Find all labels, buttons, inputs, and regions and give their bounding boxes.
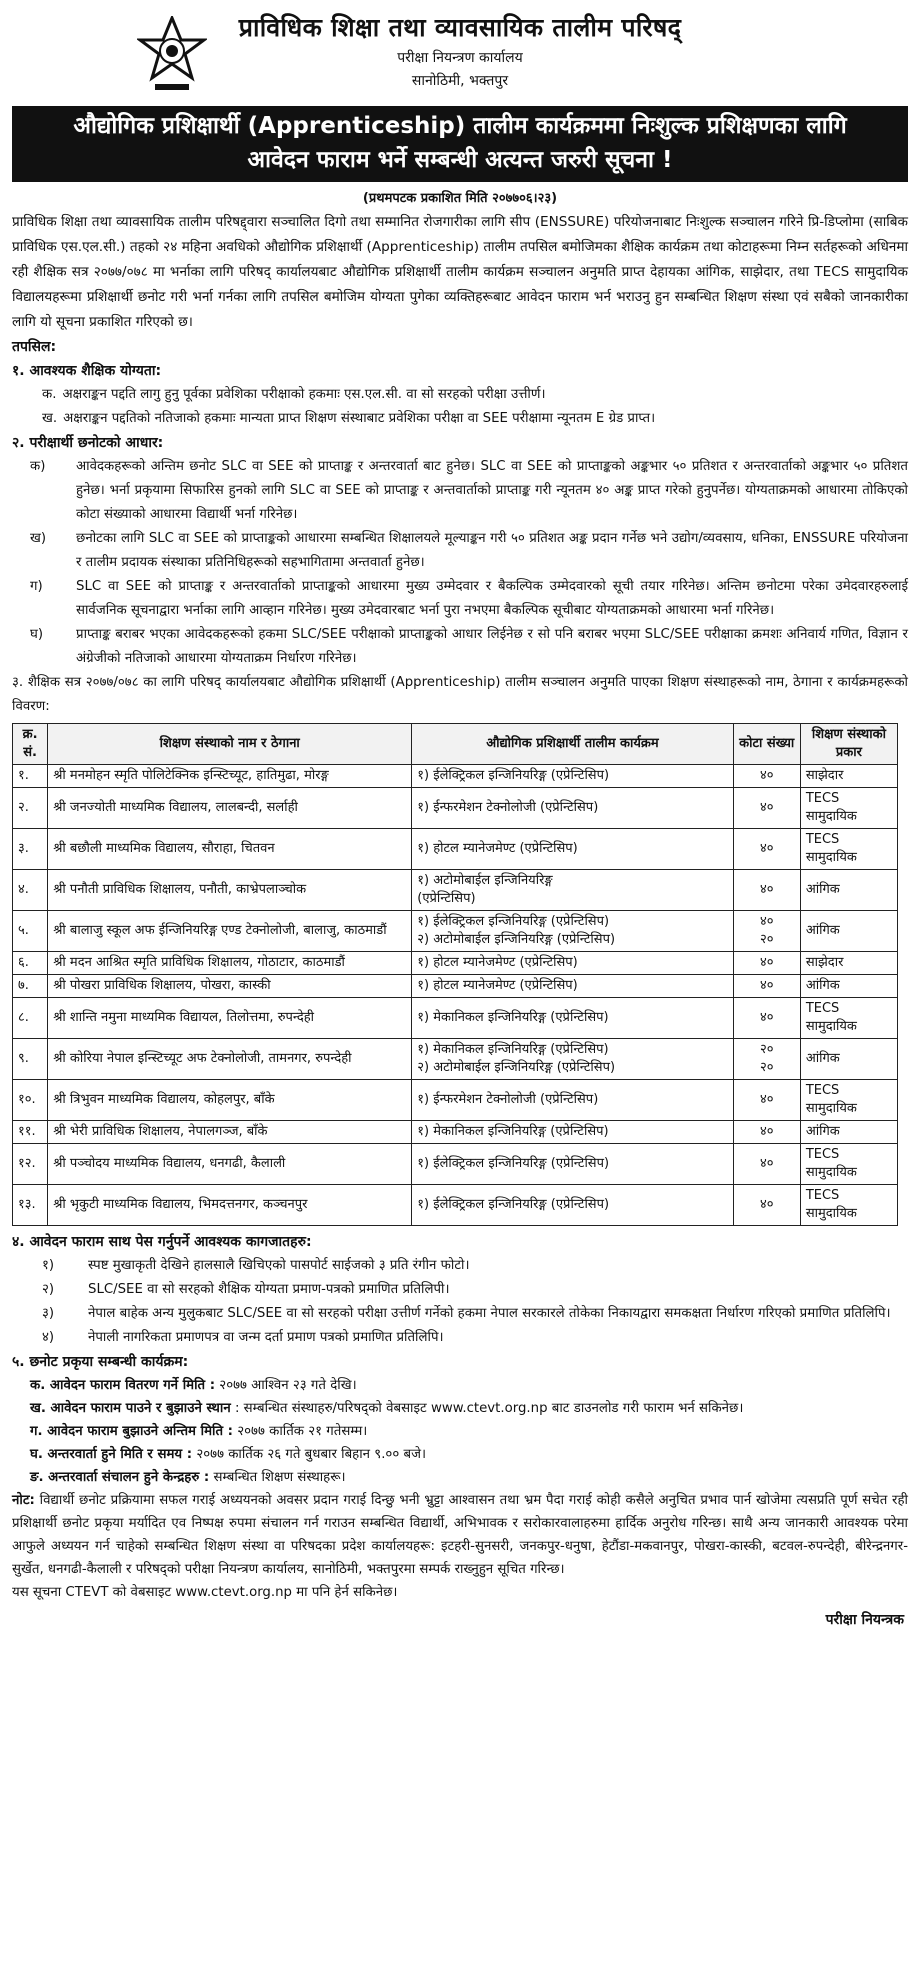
cell-name-line: श्री जनज्योती माध्यमिक विद्यालय, लालबन्दी, सर्लाही (53, 800, 298, 815)
document-item (12, 1254, 908, 1278)
cell-sn-line: ११. (18, 1124, 36, 1139)
schedule-item (12, 1374, 908, 1397)
cell-name (48, 1144, 412, 1185)
cell-sn (13, 911, 48, 952)
schedule-value: : सम्बन्धित संस्थाहरु/परिषद्को वेबसाइट www.ctevt.org.np बाट डाउनलोड गरी फाराम भर्न सकिनेछ। (230, 1401, 744, 1416)
cell-sn-line: ९. (18, 1051, 29, 1066)
cell-sn (13, 829, 48, 870)
table-row (13, 829, 898, 870)
cell-name-line: श्री भेरी प्राविधिक शिक्षालय, नेपालगञ्ज, बाँके (53, 1124, 268, 1139)
note-paragraph (12, 1489, 908, 1581)
cell-sn (13, 1080, 48, 1121)
intro-paragraph: प्राविधिक शिक्षा तथा व्यावसायिक तालीम परिषद्द्वारा सञ्चालित दिगो तथा सम्मानित रोजगारीका लागि सीप (ENSSURE) परियोजनाबाट निःशुल्क सञ्चालन गरिने प्रि-डिप्लोमा (साबिक प्राविधिक एस.एल.सी.) तहको २४ महिना अवधिको औद्योगिक प्रशिक्षार्थी (Apprenticeship) तालीम तपसिल बमोजिमका शैक्षिक कार्यक्रम तथा कोटाहरूमा निम्न सर्तहरूको अधिनमा रही शैक्षिक सत्र २०७७/०७८ मा भर्नाका लागि परिषद् कार्यालयबाट औद्योगिक प्रशिक्षार्थी तालीम कार्यक्रम सञ्चालन अनुमति प्राप्त देहायका आंगिक, साझेदार, तथा TECS सामुदायिक विद्यालयहरूमा प्रशिक्षार्थी छनोट गरी भर्ना गर्नका लागि तपसिल बमोजिम योग्यता पुगेका व्यक्तिहरूबाट आवेदन फाराम भर्न भराउनु हुन सम्बन्धित शिक्षण संस्था एवं सबैको जानकारीका लागि यो सूचना प्रकाशित गरिएको छ। (12, 214, 908, 330)
cell-type (800, 1121, 897, 1144)
cell-quota-line: ४० (759, 978, 774, 993)
cell-quota-line: ४० (759, 882, 774, 897)
cell-quota (733, 1121, 800, 1144)
cell-name (48, 975, 412, 998)
cell-name-line: श्री मदन आश्रित स्मृति प्राविधिक शिक्षालय, गोठाटार, काठमाडौं (53, 955, 345, 970)
qualification-item (12, 407, 908, 431)
cell-sn (13, 998, 48, 1039)
tapasil-heading: तपसिल: (12, 339, 57, 355)
cell-quota (733, 788, 800, 829)
cell-program (412, 1080, 733, 1121)
cell-type-line: सामुदायिक (805, 1019, 857, 1034)
cell-type-line: साझेदार (805, 955, 844, 970)
cell-program-line: १) होटल म्यानेजमेण्ट (एप्रेन्टिसिप) (417, 955, 578, 970)
th-name: शिक्षण संस्थाको नाम र ठेगाना (48, 724, 412, 765)
cell-sn (13, 765, 48, 788)
institution-table (12, 723, 898, 1226)
cell-program-line: २) अटोमोबाईल इन्जिनियरिङ्ग (एप्रेन्टिसिप) (417, 1060, 616, 1075)
cell-type-line: सामुदायिक (805, 809, 857, 824)
cell-quota (733, 870, 800, 911)
schedule-item (12, 1397, 908, 1420)
section5-list (12, 1374, 908, 1489)
cell-type (800, 1039, 897, 1080)
cell-sn-line: २. (18, 800, 29, 815)
cell-sn (13, 952, 48, 975)
cell-quota-line: २० (759, 1042, 774, 1057)
cell-quota-line: २० (759, 932, 774, 947)
cell-program (412, 1185, 733, 1226)
cell-program (412, 788, 733, 829)
cell-type-line: TECS (805, 1188, 840, 1203)
cell-program-line: १) मेकानिकल इन्जिनियरिङ्ग (एप्रेन्टिसिप) (417, 1042, 609, 1057)
cell-name (48, 1039, 412, 1080)
cell-program (412, 911, 733, 952)
cell-sn-line: ५. (18, 923, 29, 938)
cell-sn (13, 1185, 48, 1226)
schedule-label: ग. आवेदन फाराम बुझाउने अन्तिम मिति : (30, 1424, 233, 1439)
header (12, 10, 908, 104)
list-text: SLC/SEE वा सो सरहको शैक्षिक योग्यता प्रमाण-पत्रको प्रमाणित प्रतिलिपी। (88, 1282, 450, 1297)
cell-name-line: श्री पनौती प्राविधिक शिक्षालय, पनौती, काभ्रेपलाञ्चोक (53, 882, 307, 897)
schedule-label: घ. अन्तरवार्ता हुने मिति र समय : (30, 1447, 193, 1462)
publication-date: (प्रथमपटक प्रकाशित मिति २०७७०६।२३) (362, 191, 558, 206)
cell-quota-line: ४० (759, 1010, 774, 1025)
cell-quota-line: २० (759, 1060, 774, 1075)
cell-type (800, 952, 897, 975)
cell-name (48, 765, 412, 788)
table-row (13, 870, 898, 911)
cell-quota (733, 998, 800, 1039)
list-marker: ग) (30, 579, 43, 594)
list-text: SLC वा SEE को प्राप्ताङ्क र अन्तरवार्ताको प्राप्ताङ्कको आधारमा मुख्य उम्मेदवार र बैकल्पिक उम्मेदवारको सूची तयार गरिनेछ। अन्तिम छनोटमा परेका उमेदवारहरुलाई सार्वजनिक सूचनाद्वारा भर्नाका लागि आव्हान गरिनेछ। मुख्य उमेदवारबाट भर्ना पुरा नभएमा बैकल्पिक सूचीबाट योग्यताक्रमको आधारमा भर्ना गरिनेछ। (76, 579, 908, 618)
table-row (13, 911, 898, 952)
cell-program (412, 765, 733, 788)
list-text: नेपाल बाहेक अन्य मुलुकबाट SLC/SEE वा सो सरहको परीक्षा उत्तीर्ण गर्नेको हकमा नेपाल सरकारले तोकेका निकायद्वारा समकक्षता निर्धारण गरिएको प्रमाणित प्रतिलिपि। (88, 1306, 891, 1321)
notice-banner (12, 106, 908, 182)
cell-program (412, 998, 733, 1039)
cell-program (412, 1144, 733, 1185)
cell-name-line: श्री बालाजु स्कूल अफ ईन्जिनियरिङ्ग एण्ड टेक्नोलोजी, बालाजु, काठमाडौं (53, 923, 387, 938)
cell-program-line: १) ईलेक्ट्रिकल इन्जिनियरिङ्ग (एप्रेन्टिसिप) (417, 914, 610, 929)
cell-sn-line: १०. (18, 1092, 36, 1107)
cell-quota (733, 829, 800, 870)
list-marker: ३) (42, 1306, 55, 1321)
cell-program (412, 975, 733, 998)
cell-program-line: १) मेकानिकल इन्जिनियरिङ्ग (एप्रेन्टिसिप) (417, 1010, 609, 1025)
cell-type (800, 911, 897, 952)
cell-sn (13, 870, 48, 911)
cell-quota (733, 975, 800, 998)
cell-name-line: श्री त्रिभुवन माध्यमिक विद्यालय, कोहलपुर, बाँके (53, 1092, 275, 1107)
cell-program-line: २) अटोमोबाईल इन्जिनियरिङ्ग (एप्रेन्टिसिप) (417, 932, 616, 947)
table-row (13, 1185, 898, 1226)
office-location: सानोठिमी, भक्तपुर (411, 73, 509, 89)
section2-title: २. परीक्षार्थी छनोटको आधार: (12, 435, 164, 451)
cell-type-line: साझेदार (805, 768, 844, 783)
section4-list (12, 1254, 908, 1350)
table-row (13, 998, 898, 1039)
list-marker: २) (42, 1282, 55, 1297)
cell-sn (13, 1144, 48, 1185)
cell-name (48, 1080, 412, 1121)
list-text: प्राप्ताङ्क बराबर भएका आवेदकहरूको हकमा SLC/SEE परीक्षाको प्राप्ताङ्कको आधार लिईनेछ र सो पनि बराबर भएमा SLC/SEE परीक्षाका क्रमशः अनिवार्य गणित, विज्ञान र अंग्रेजीको नतिजाको आधारमा योग्यताक्रम निर्धारण गरिनेछ। (76, 627, 908, 666)
cell-type (800, 1185, 897, 1226)
cell-quota-line: ४० (759, 1092, 774, 1107)
cell-program (412, 952, 733, 975)
cell-name (48, 911, 412, 952)
section1-title: १. आवश्यक शैक्षिक योग्यता: (12, 363, 162, 379)
schedule-value: सम्बन्धित शिक्षण संस्थाहरू। (209, 1470, 346, 1485)
cell-quota (733, 1185, 800, 1226)
cell-program (412, 829, 733, 870)
cell-quota-line: ४० (759, 1197, 774, 1212)
section5-title: ५. छनोट प्रकृया सम्बन्धी कार्यक्रम: (12, 1354, 189, 1370)
cell-type-line: TECS (805, 832, 840, 847)
cell-program (412, 1121, 733, 1144)
cell-name (48, 998, 412, 1039)
cell-sn-line: ६. (18, 955, 29, 970)
cell-type-line: TECS (805, 1147, 840, 1162)
cell-type (800, 765, 897, 788)
cell-quota (733, 1144, 800, 1185)
cell-name (48, 1185, 412, 1226)
selection-basis-item (12, 575, 908, 623)
note-text: विद्यार्थी छनोट प्रक्रियामा सफल गराई अध्ययनको अवसर प्रदान गराई दिन्छु भनी भ्रुट्टा आश्वासन तथा भ्रम पैदा गराई कोही कसैले अनुचित प्रभाव पार्न खोजेमा त्यसप्रति पूर्ण सचेत रही प्रशिक्षार्थी छनोट प्रकृया मर्यादित एव निष्पक्ष रुपमा संचालन गर्न गराउन सम्बन्धित विद्यार्थी, अभिभावक र सरोकारवालाहरुमा हार्दिक अनुरोध गरिन्छ। साथै अन्य जानकारी आवश्यक परेमा आफुले अध्ययन गर्न चाहेको सम्बन्धित शिक्षण संस्था वा परिषदका प्रदेश कार्यालयहरू: इटहरी-सुनसरी, जनकपुर-धनुषा, हेटौंडा-मकवानपुर, पोखरा-कास्की, बटवल-रुपन्देही, बीरेन्द्रनगर-सुर्खेत, धनगढी-कैलाली र परिषद्को परीक्षा नियन्त्रण कार्यालय, सानोठिमी, भक्तपुरमा सम्पर्क राख्नुहुन सूचित गरिन्छ। (12, 1493, 908, 1577)
document-item (12, 1278, 908, 1302)
table-row (13, 952, 898, 975)
schedule-value: २०७७ कार्तिक २६ गते बुधबार बिहान ९.०० बजे। (192, 1447, 426, 1462)
cell-type (800, 1080, 897, 1121)
cell-name (48, 829, 412, 870)
cell-program-line: (एप्रेन्टिसिप) (417, 891, 476, 906)
table-row (13, 1121, 898, 1144)
list-text: अक्षराङ्कन पद्दति लागु हुनु पूर्वका प्रवेशिका परीक्षाको हकमाः एस.एल.सी. वा सो सरहको परीक्षा उत्तीर्ण। (62, 387, 546, 402)
cell-quota-line: ४० (759, 1156, 774, 1171)
cell-quota-line: ४० (759, 955, 774, 970)
th-type: शिक्षण संस्थाको प्रकार (800, 724, 897, 765)
list-marker: क. (42, 387, 57, 402)
cell-program (412, 1039, 733, 1080)
list-marker: क) (30, 459, 46, 474)
cell-program-line: १) ईन्फरमेशन टेक्नोलोजी (एप्रेन्टिसिप) (417, 1092, 599, 1107)
cell-program-line: १) मेकानिकल इन्जिनियरिङ्ग (एप्रेन्टिसिप) (417, 1124, 609, 1139)
cell-type (800, 975, 897, 998)
cell-program-line: १) होटल म्यानेजमेण्ट (एप्रेन्टिसिप) (417, 841, 578, 856)
selection-basis-item (12, 623, 908, 671)
list-marker: ख) (30, 531, 47, 546)
cell-program-line: १) ईलेक्ट्रिकल इन्जिनियरिङ्ग (एप्रेन्टिसिप) (417, 1156, 610, 1171)
cell-quota-line: ४० (759, 800, 774, 815)
banner-line-2: आवेदन फाराम भर्ने सम्बन्धी अत्यन्त जरुरी सूचना ! (247, 147, 673, 173)
office-name: परीक्षा नियन्त्रण कार्यालय (397, 50, 523, 66)
section1-list (12, 383, 908, 431)
cell-quota-line: ४० (759, 841, 774, 856)
document-item (12, 1326, 908, 1350)
qualification-item (12, 383, 908, 407)
th-sn: क्र. सं. (13, 724, 48, 765)
note-label: नोट: (12, 1493, 35, 1508)
document-item (12, 1302, 908, 1326)
cell-type-line: TECS (805, 791, 840, 806)
cell-type-line: आंगिक (805, 978, 840, 993)
schedule-value: २०७७ आश्विन २३ गते देखि। (215, 1378, 357, 1393)
cell-type-line: आंगिक (805, 882, 840, 897)
list-text: स्पष्ट मुखाकृती देखिने हालसालै खिचिएको पासपोर्ट साईजको ३ प्रति रंगीन फोटो। (88, 1258, 470, 1273)
cell-sn (13, 1039, 48, 1080)
cell-program-line: १) ईलेक्ट्रिकल इन्जिनियरिङ्ग (एप्रेन्टिसिप) (417, 768, 610, 783)
cell-quota-line: ४० (759, 768, 774, 783)
schedule-item (12, 1420, 908, 1443)
cell-program-line: १) ईन्फरमेशन टेक्नोलोजी (एप्रेन्टिसिप) (417, 800, 599, 815)
cell-type (800, 829, 897, 870)
list-text: आवेदकहरूको अन्तिम छनोट SLC वा SEE को प्राप्ताङ्क र अन्तरवार्ता बाट हुनेछ। SLC वा SEE को प्राप्ताङ्कको अङ्कभार ५० प्रतिशत र अन्तरवार्ताको अङ्कभार ५० प्रतिशत हुनेछ। भर्ना प्रकृयामा सिफारिस हुनको लागि SLC वा SEE को प्राप्ताङ्क र अन्तवार्ताको प्राप्ताङ्क गरी न्यूनतम ४० अङ्क प्राप्त गरेको हुनुपर्नेछ। योग्यताक्रमको आधारमा तोकिएको कोटा संख्याको आधारमा विद्यार्थी भर्ना गरिनेछ। (76, 459, 908, 522)
table-row (13, 1144, 898, 1185)
cell-name-line: श्री बछौली माध्यमिक विद्यालय, सौराहा, चितवन (53, 841, 275, 856)
cell-quota (733, 1080, 800, 1121)
cell-quota-line: ४० (759, 914, 774, 929)
cell-name-line: श्री शान्ति नमुना माध्यमिक विद्यायल, तिलोत्तमा, रुपन्देही (53, 1010, 315, 1025)
list-text: अक्षराङ्कन पद्दतिको नतिजाको हकमाः मान्यता प्राप्त शिक्षण संस्थाबाट प्रवेशिका परीक्षा वा SEE परीक्षामा न्यूनतम E ग्रेड प्राप्त। (63, 411, 656, 426)
cell-type-line: आंगिक (805, 1124, 840, 1139)
cell-sn-line: १२. (18, 1156, 36, 1171)
cell-name (48, 952, 412, 975)
schedule-label: क. आवेदन फाराम वितरण गर्ने मिति : (30, 1378, 216, 1393)
cell-quota (733, 911, 800, 952)
list-text: छनोटका लागि SLC वा SEE को प्राप्ताङ्कको आधारमा सम्बन्धित शिक्षालयले मूल्याङ्कन गरी ५० प्रतिशत अङ्क प्रदान गर्नेछ भने उद्योग/व्यवसाय, धनिका, ENSSURE परियोजना र तालीम प्रदायक संस्थाका प्रतिनिधिहरूको सहभागितामा अन्तवार्ता हुनेछ। (76, 531, 908, 570)
th-quota: कोटा संख्या (733, 724, 800, 765)
cell-program (412, 870, 733, 911)
cell-name-line: श्री पोखरा प्राविधिक शिक्षालय, पोखरा, कास्की (53, 978, 271, 993)
cell-sn-line: ७. (18, 978, 29, 993)
cell-name (48, 1121, 412, 1144)
table-row (13, 1039, 898, 1080)
table-row (13, 975, 898, 998)
cell-type-line: TECS (805, 1083, 840, 1098)
cell-type-line: TECS (805, 1001, 840, 1016)
cell-quota (733, 765, 800, 788)
cell-sn-line: ४. (18, 882, 29, 897)
list-marker: ख. (42, 411, 58, 426)
website-note: यस सूचना CTEVT को वेबसाइट www.ctevt.org.np मा पनि हेर्न सकिनेछ। (12, 1585, 398, 1600)
cell-type-line: सामुदायिक (805, 1206, 857, 1221)
cell-type-line: सामुदायिक (805, 1165, 857, 1180)
cell-type-line: सामुदायिक (805, 850, 857, 865)
cell-program-line: १) होटल म्यानेजमेण्ट (एप्रेन्टिसिप) (417, 978, 578, 993)
th-program: औद्योगिक प्रशिक्षार्थी तालीम कार्यक्रम (412, 724, 733, 765)
cell-name-line: श्री मनमोहन स्मृति पोलिटेक्निक इन्स्टिच्यूट, हातिमुढा, मोरङ्ग (53, 768, 329, 783)
nepal-emblem-star-icon (137, 16, 207, 94)
cell-type (800, 788, 897, 829)
list-marker: ४) (42, 1330, 55, 1345)
cell-name (48, 870, 412, 911)
list-text: नेपाली नागरिकता प्रमाणपत्र वा जन्म दर्ता प्रमाण पत्रको प्रमाणित प्रतिलिपि। (88, 1330, 444, 1345)
section2-list (12, 455, 908, 671)
cell-sn (13, 1121, 48, 1144)
table-row (13, 765, 898, 788)
cell-program-line: १) ईलेक्ट्रिकल इन्जिनियरिङ्ग (एप्रेन्टिसिप) (417, 1197, 610, 1212)
section3-intro: ३. शैक्षिक सत्र २०७७/०७८ का लागि परिषद् कार्यालयबाट औद्योगिक प्रशिक्षार्थी (Apprenticeship) तालीम सञ्चालन अनुमति पाएका शिक्षण संस्थाहरूको नाम, ठेगाना र कार्यक्रमहरूको विवरण: (12, 675, 908, 714)
schedule-label: ख. आवेदन फाराम पाउने र बुझाउने स्थान (30, 1401, 231, 1416)
cell-quota-line: ४० (759, 1124, 774, 1139)
cell-name (48, 788, 412, 829)
cell-name-line: श्री भृकुटी माध्यमिक विद्यालय, भिमदत्तनगर, कञ्चनपुर (53, 1197, 308, 1212)
cell-sn-line: १. (18, 768, 29, 783)
cell-sn-line: ३. (18, 841, 29, 856)
cell-name-line: श्री पञ्चोदय माध्यमिक विद्यालय, धनगढी, कैलाली (53, 1156, 286, 1171)
table-header-row (13, 724, 898, 765)
cell-name-line: श्री कोरिया नेपाल इन्स्टिच्यूट अफ टेक्नोलोजी, तामनगर, रुपन्देही (53, 1051, 352, 1066)
cell-sn-line: ८. (18, 1010, 29, 1025)
cell-sn (13, 788, 48, 829)
selection-basis-item (12, 527, 908, 575)
table-row (13, 1080, 898, 1121)
table-row (13, 788, 898, 829)
list-marker: १) (42, 1258, 55, 1273)
banner-line-1: औद्योगिक प्रशिक्षार्थी (Apprenticeship) तालीम कार्यक्रममा निःशुल्क प्रशिक्षणका लागि (73, 113, 847, 139)
cell-sn-line: १३. (18, 1197, 36, 1212)
cell-program-line: १) अटोमोबाईल इन्जिनियरिङ्ग (417, 873, 553, 888)
schedule-item (12, 1443, 908, 1466)
schedule-value: २०७७ कार्तिक २१ गतेसम्म। (233, 1424, 368, 1439)
cell-type (800, 998, 897, 1039)
cell-type-line: आंगिक (805, 923, 840, 938)
section4-title: ४. आवेदन फाराम साथ पेस गर्नुपर्ने आवश्यक कागजातहरु: (12, 1234, 312, 1250)
schedule-label: ङ. अन्तरवार्ता संचालन हुने केन्द्रहरु : (30, 1470, 210, 1485)
signature: परीक्षा नियन्त्रक (825, 1612, 904, 1628)
schedule-item (12, 1466, 908, 1489)
cell-type-line: आंगिक (805, 1051, 840, 1066)
cell-sn (13, 975, 48, 998)
cell-type-line: सामुदायिक (805, 1101, 857, 1116)
cell-type (800, 870, 897, 911)
cell-quota (733, 952, 800, 975)
org-title: प्राविधिक शिक्षा तथा व्यावसायिक तालीम परिषद् (238, 13, 682, 42)
cell-quota (733, 1039, 800, 1080)
cell-type (800, 1144, 897, 1185)
list-marker: घ) (30, 627, 44, 642)
selection-basis-item (12, 455, 908, 527)
